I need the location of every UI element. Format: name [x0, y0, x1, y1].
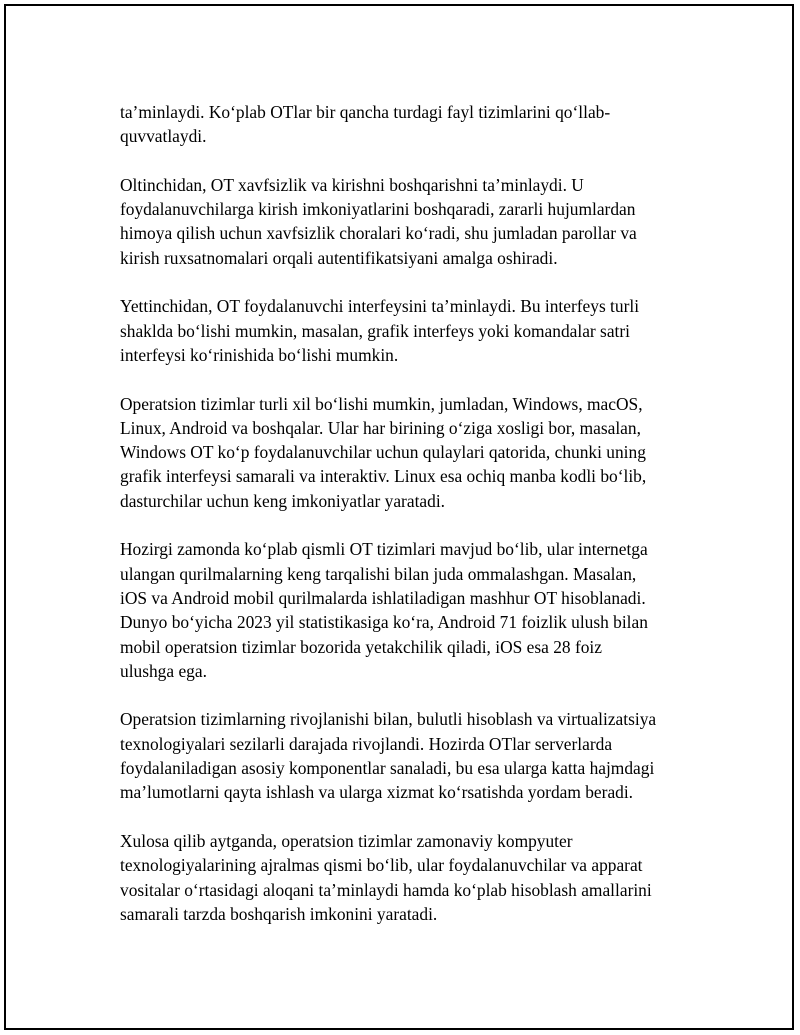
page-frame	[4, 4, 794, 1030]
paragraph-os-types: Operatsion tizimlar turli xil bo‘lishi mumkin, jumladan, Windows, macOS, Linux, Android va boshqalar. Ular har birining o‘ziga xosligi bor, masalan, Windows OT ko‘p foydalanuvchilar uchun qulaylari qatorida, chunki uning grafik interfeysi samarali va interaktiv. Linux esa ochiq manba kodli bo‘lib, dasturchilar uchun keng imkoniyatlar yaratadi.	[120, 393, 647, 511]
paragraph-conclusion: Xulosa qilib aytganda, operatsion tizimlar zamonaviy kompyuter texnologiyalarining ajralmas qismi bo‘lib, ular foydalanuvchilar va apparat vositalar o‘rtasidagi aloqani ta’minlaydi hamda ko‘plab hisoblash amallarini samarali tarzda boshqarish imkonini yaratadi.	[120, 830, 652, 924]
paragraph-cloud-virtualization: Operatsion tizimlarning rivojlanishi bilan, bulutli hisoblash va virtualizatsiya texnologiyalari sezilarli darajada rivojlandi. Hozirda OTlar serverlarda foydalaniladigan asosiy komponentlar sanaladi, bu esa ularga katta hajmdagi ma’lumotlarni qayta ishlash va ularga xizmat ko‘rsatishda yordam beradi.	[120, 709, 657, 803]
paragraph-mobile-os: Hozirgi zamonda ko‘plab qismli OT tizimlari mavjud bo‘lib, ular internetga ulangan qurilmalarning keng tarqalishi bilan juda ommalashgan. Masalan, iOS va Android mobil qurilmalarda ishlatiladigan mashhur OT hisoblanadi. Dunyo bo‘yicha 2023 yil statistikasiga ko‘ra, Android 71 foizlik ulush bilan mobil operatsion tizimlar bozorida yetakchilik qiladi, iOS esa 28 foiz ulushga ega.	[120, 539, 648, 681]
paragraph-security: Oltinchidan, OT xavfsizlik va kirishni boshqarishni ta’minlaydi. U foydalanuvchilarga kirish imkoniyatlarini boshqaradi, zararli hujumlardan himoya qilish uchun xavfsizlik choralari ko‘radi, shu jumladan parollar va kirish ruxsatnomalari orqali autentifikatsiyani amalga oshiradi.	[120, 174, 637, 268]
paragraph-file-systems: ta’minlaydi. Ko‘plab OTlar bir qancha turdagi fayl tizimlarini qo‘llab- quvvatlaydi.	[120, 102, 611, 147]
paragraph-user-interface: Yettinchidan, OT foydalanuvchi interfeysini ta’minlaydi. Bu interfeys turli shaklda bo‘lishi mumkin, masalan, grafik interfeys yoki komandalar satri interfeysi ko‘rinishida bo‘lishi mumkin.	[120, 296, 640, 365]
document-body	[120, 100, 710, 950]
